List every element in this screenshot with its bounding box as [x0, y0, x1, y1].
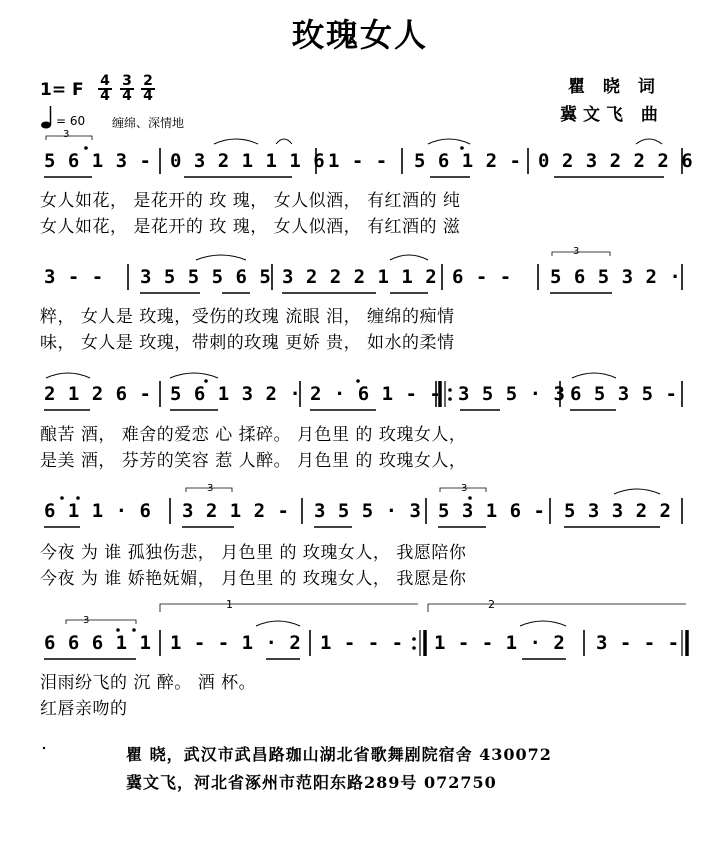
- system-5-lyrics-verse-1: 泪雨纷飞的 沉 醉。 酒 杯。: [40, 673, 257, 693]
- system-2-measure-1: 3 - -: [44, 266, 104, 288]
- system-2-lyrics-verse-2: 味， 女人是 玫瑰，带刺的玫瑰 更娇 贵， 如水的柔情: [40, 333, 455, 353]
- volta-2-label: 2: [488, 598, 495, 611]
- system-1-measure-2: 0 3 2 1 1 1 6: [170, 150, 326, 172]
- system-4-measure-5: 5 3 3 2 2: [564, 500, 672, 522]
- volta-1-bracket: [160, 604, 418, 612]
- system-5-measure-3: 1 - - -: [320, 632, 404, 654]
- system-1-measure-4: 5 6 1 2 -: [414, 150, 522, 172]
- slur-arc: [428, 139, 470, 144]
- slur-arc: [390, 255, 428, 260]
- triplet-bracket: [552, 252, 610, 256]
- system-2-lyrics-verse-1: 粹， 女人是 玫瑰，受伤的玫瑰 流眼 泪， 缠绵的痴情: [40, 307, 455, 327]
- system-5-measure-2: 1 - - 1 · 2: [170, 632, 302, 654]
- system-3-measure-2: 5 6 1 3 2 ·: [170, 383, 302, 405]
- volta-2-bracket: [428, 604, 686, 612]
- dot-mark: [43, 747, 45, 749]
- slur-arc: [214, 139, 258, 144]
- slur-arc: [520, 621, 566, 626]
- triplet-bracket: [66, 620, 136, 624]
- repeat-dot: [412, 646, 416, 650]
- repeat-dot: [412, 637, 416, 641]
- system-4-measure-4: 5 3 1 6 -: [438, 500, 546, 522]
- lyricist-address: 瞿 晓，武汉市武昌路珈山湖北省歌舞剧院宿舍 430072: [126, 745, 552, 764]
- system-3-measure-4: 3 5 5 · 3: [458, 383, 566, 405]
- system-3-measure-3: 2 · 6 1 - -: [310, 383, 442, 405]
- system-2-measure-4: 6 - -: [452, 266, 512, 288]
- volta-1-label: 1: [226, 598, 233, 611]
- tempo-value: = 60: [56, 114, 86, 128]
- slur-arc: [46, 373, 90, 378]
- time-signature-3-4: 3 4: [120, 75, 134, 102]
- system-3-lyrics-verse-1: 酿苦 酒， 难舍的爱恋 心 揉碎。 月色里 的 玫瑰女人，: [40, 425, 467, 445]
- system-5-measure-4: 1 - - 1 · 2: [434, 632, 566, 654]
- system-4-lyrics-verse-1: 今夜 为 谁 孤独伤悲， 月色里 的 玫瑰女人， 我愿陪你: [40, 543, 467, 563]
- system-2-measure-3: 3 2 2 2 1 1 2: [282, 266, 438, 288]
- system-5-measure-5: 3 - - -: [596, 632, 680, 654]
- system-1-measure-1: 5 6 1 3 -: [44, 150, 152, 172]
- triplet-mark: 3: [207, 483, 214, 494]
- slur-arc: [196, 255, 246, 260]
- triplet-mark: 3: [573, 246, 580, 257]
- system-4-lyrics-verse-2: 今夜 为 谁 娇艳妩媚， 月色里 的 玫瑰女人， 我愿是你: [40, 569, 467, 589]
- slur-arc: [256, 621, 300, 626]
- system-5-measure-1: 6 6 6 1 1: [44, 632, 152, 654]
- system-1-lyrics-verse-1: 女人如花， 是花开的 玫 瑰， 女人似酒， 有红酒的 纯: [40, 191, 461, 211]
- time-signature-4-4: 4 4: [98, 75, 112, 102]
- slur-arc: [276, 139, 292, 144]
- system-3-measure-5: 6 5 3 5 -: [570, 383, 678, 405]
- system-4-measure-3: 3 5 5 · 3: [314, 500, 422, 522]
- slur-arc: [572, 373, 616, 378]
- system-3-lyrics-verse-2: 是美 酒， 芬芳的笑容 惹 人醉。 月色里 的 玫瑰女人，: [40, 451, 467, 471]
- system-1-measure-3: 1 - -: [328, 150, 388, 172]
- slur-arc: [614, 489, 660, 494]
- repeat-dot: [448, 397, 452, 401]
- lyricist-credit: 瞿 晓 词: [568, 77, 661, 97]
- song-title: 玫瑰女人: [291, 16, 428, 54]
- system-5-lyrics-verse-2: 红唇亲吻的: [40, 699, 128, 719]
- repeat-dot: [448, 388, 452, 392]
- triplet-mark: 3: [63, 129, 70, 140]
- key-signature: 1= F: [40, 80, 84, 100]
- slur-arc: [170, 373, 218, 378]
- tempo-expression: 缠绵、深情地: [112, 116, 185, 130]
- system-2-measure-5: 5 6 5 3 2 ·: [550, 266, 682, 288]
- triplet-mark: 3: [461, 483, 468, 494]
- system-1-measure-5: 0 2 3 2 2 2 6: [538, 150, 694, 172]
- slur-arc: [636, 139, 662, 144]
- time-signature-2-4: 2 4: [141, 75, 155, 102]
- composer-credit: 冀文飞 曲: [560, 105, 664, 125]
- system-4-measure-2: 3 2 1 2 -: [182, 500, 290, 522]
- system-1-lyrics-verse-2: 女人如花， 是花开的 玫 瑰， 女人似酒， 有红酒的 滋: [40, 217, 461, 237]
- system-4-measure-1: 6 1 1 · 6: [44, 500, 152, 522]
- composer-address: 冀文飞，河北省涿州市范阳东路289号 072750: [126, 773, 497, 792]
- system-2-measure-2: 3 5 5 5 6 5: [140, 266, 272, 288]
- system-3-measure-1: 2 1 2 6 -: [44, 383, 152, 405]
- triplet-mark: 3: [83, 615, 90, 626]
